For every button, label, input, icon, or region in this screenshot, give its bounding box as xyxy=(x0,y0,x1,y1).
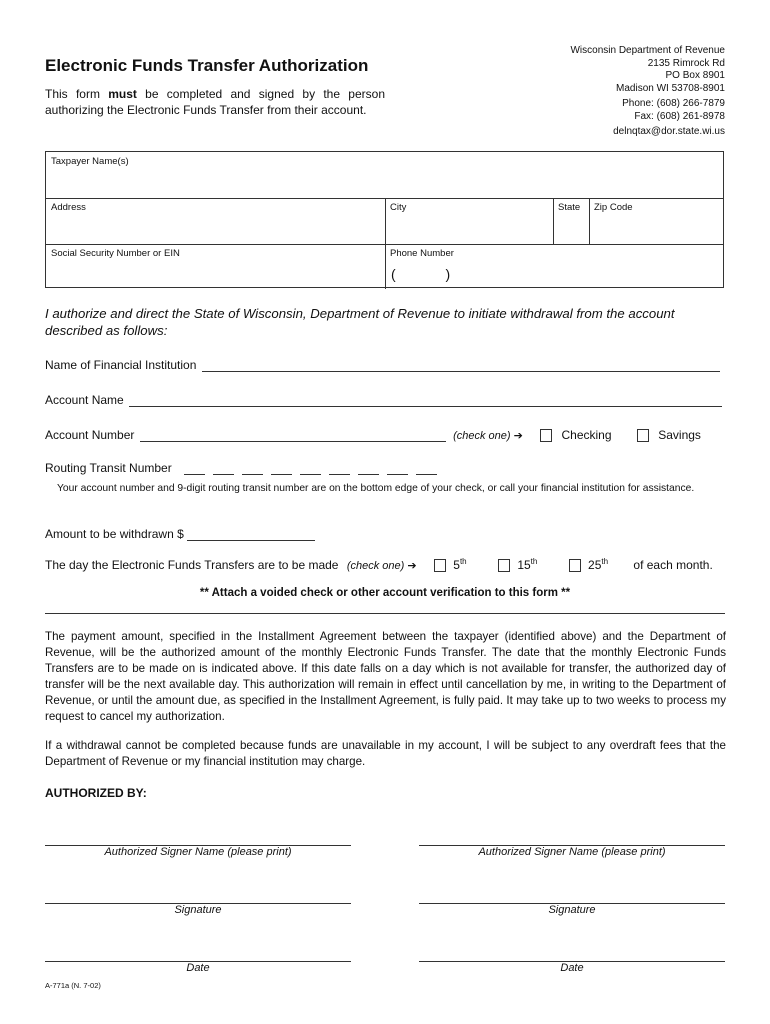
amount-input[interactable] xyxy=(187,526,315,541)
taxpayer-info-table xyxy=(45,151,724,288)
account-name-label: Account Name xyxy=(45,393,124,407)
account-number-label: Account Number xyxy=(45,428,135,442)
zip-label: Zip Code xyxy=(594,202,633,213)
day-15-checkbox[interactable] xyxy=(498,559,510,572)
agency-pobox: PO Box 8901 xyxy=(665,70,725,81)
agency-fax: Fax: (608) 261-8978 xyxy=(634,110,725,122)
terms-paragraph: The payment amount, specified in the Installment Agreement between the taxpayer (identified above) and the Department of Revenue, will be the authorized amount of the monthly Electronic Funds Transfer. The date that the monthly Electronic Funds Transfers are to be made on is indicated above. If this date falls on a day which is not available for transfer, the authorized day of transfer will be the next available day. This authorization will remain in effect until cancellation by me, in writing to the Department of Revenue, or until the amount due, as specified in the Installment Agreement, is fully paid. It may take up to two weeks to process my request to cancel my authorization. xyxy=(45,630,726,723)
agency-phone: Phone: (608) 266-7879 xyxy=(622,98,725,109)
savings-checkbox[interactable] xyxy=(637,429,649,442)
each-month-label: of each month. xyxy=(633,558,713,572)
day-label: The day the Electronic Funds Transfers are to be made xyxy=(45,558,339,572)
state-label: State xyxy=(558,202,581,213)
city-label: City xyxy=(390,202,407,213)
city-field[interactable] xyxy=(385,198,553,244)
agency-city: Madison WI 53708-8901 xyxy=(616,82,725,94)
checking-checkbox[interactable] xyxy=(540,429,552,442)
phone-label: Phone Number xyxy=(390,248,454,259)
savings-label: Savings xyxy=(658,428,701,442)
signer2-date-label: Date xyxy=(560,962,584,974)
day-5-checkbox[interactable] xyxy=(434,559,446,572)
institution-input[interactable] xyxy=(202,357,720,372)
routing-label: Routing Transit Number xyxy=(45,461,172,475)
signer1-name-label: Authorized Signer Name (please print) xyxy=(104,846,292,858)
signer2-name-label: Authorized Signer Name (please print) xyxy=(478,846,666,858)
day-5-label: 5th xyxy=(453,557,467,572)
institution-row xyxy=(45,357,720,372)
ssn-label: Social Security Number or EIN xyxy=(51,248,180,259)
day-25-label: 25th xyxy=(588,557,609,572)
agency-street: 2135 Rimrock Rd xyxy=(647,57,725,69)
ssn-field[interactable] xyxy=(46,244,385,288)
day-check-one: (check one) ➔ xyxy=(346,560,417,572)
account-name-input[interactable] xyxy=(129,392,722,407)
state-field[interactable] xyxy=(553,198,589,244)
account-number-input[interactable] xyxy=(140,427,446,442)
routing-input[interactable] xyxy=(184,461,445,475)
account-type-check-one: (check one) ➔ xyxy=(453,430,523,442)
signer1-signature-label: Signature xyxy=(174,904,222,916)
form-number: A-771a (N. 7-02) xyxy=(45,981,101,990)
account-number-row xyxy=(45,427,701,442)
authorized-by-heading: AUTHORIZED BY: xyxy=(45,786,147,800)
attach-check-note: ** Attach a voided check or other account verification to this form ** xyxy=(199,587,571,599)
section-divider xyxy=(45,613,725,614)
zip-field[interactable] xyxy=(589,198,723,244)
routing-row xyxy=(45,461,445,475)
checking-label: Checking xyxy=(561,428,612,442)
routing-note: Your account number and 9-digit routing transit number are on the bottom edge of your check, or call your financial institution for assistance. xyxy=(57,483,695,494)
signer2-signature-label: Signature xyxy=(548,904,596,916)
institution-label: Name of Financial Institution xyxy=(45,358,197,372)
phone-field[interactable] xyxy=(385,244,723,288)
agency-address-block xyxy=(570,45,725,139)
amount-label: Amount to be withdrawn $ xyxy=(45,527,184,541)
amount-row xyxy=(45,526,315,541)
overdraft-paragraph: If a withdrawal cannot be completed because funds are unavailable in my account, I will be subject to any overdraft fees that the Department of Revenue or my financial institution may charge. xyxy=(45,739,726,768)
day-15-label: 15th xyxy=(517,557,538,572)
agency-email: delnqtax@dor.state.wi.us xyxy=(613,126,725,137)
day-25-checkbox[interactable] xyxy=(569,559,581,572)
form-title: Electronic Funds Transfer Authorization xyxy=(45,56,369,75)
account-name-row xyxy=(45,392,722,407)
address-field[interactable] xyxy=(46,198,385,244)
form-intro: This form must be completed and signed by the person authorizing the Electronic Funds Transfer from their account. xyxy=(45,87,385,117)
address-label: Address xyxy=(51,202,86,213)
taxpayer-name-label: Taxpayer Name(s) xyxy=(51,156,129,167)
signer1-date-label: Date xyxy=(186,962,210,974)
phone-area-code: ( ) xyxy=(391,266,452,282)
agency-name: Wisconsin Department of Revenue xyxy=(570,45,725,56)
authorization-statement: I authorize and direct the State of Wisconsin, Department of Revenue to initiate withdrawal from the account described as follows: xyxy=(45,306,675,338)
day-row xyxy=(45,557,713,572)
taxpayer-name-field[interactable] xyxy=(46,152,723,198)
